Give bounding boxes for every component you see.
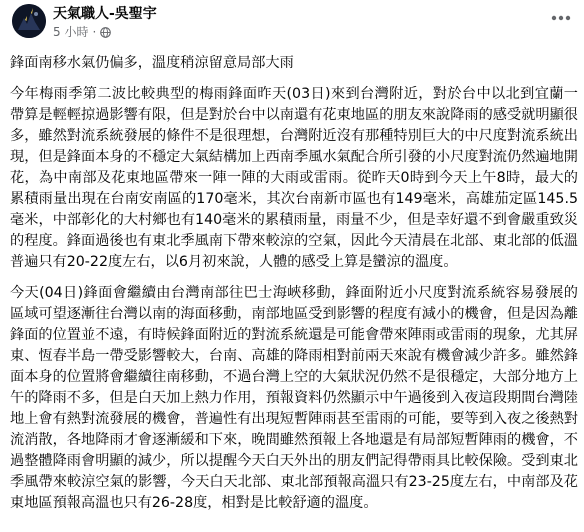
- more-horizontal-icon[interactable]: [548, 8, 574, 28]
- post-time[interactable]: 5 小時: [53, 25, 89, 39]
- post-paragraph-1: 今年梅雨季第二波比較典型的梅雨鋒面昨天(03日)來到台灣附近，對於台中以北到宜蘭一帶算是輕輕掠過影響有限，但是對於台中以南還有花東地區的朋友來說降雨的感受就明顯很多，雖然對流系統發展的條件不是很理想，台灣附近沒有那種特別巨大的中尺度對流系統出現，但是鋒面本身的不穩定大氣結構加上西南季風水氣配合所引發的小尺度對流仍然遍地開花，為中南部及花東地區帶來一陣一陣的大雨或雷雨。從昨天0時到今天上午8時，最大的累積雨量出現在台南安南區的170毫米，其次台南新市區也有149毫米，高雄茄定區145.5毫米，中部彰化的大村鄉也有140毫米的累積雨量，雨量不少，但是幸好還不到會嚴重致災的程度。鋒面過後也有東北季風南下帶來較涼的空氣，因此今天清晨在北部、東北部的低溫普遍只有20-22度左右，以6月初來說，人體的感受上算是蠻涼的溫度。: [10, 86, 578, 270]
- avatar-image: [12, 4, 46, 38]
- post-title: 鋒面南移水氣仍偏多，溫度稍涼留意局部大雨: [10, 55, 294, 71]
- post-paragraph-2: 今天(04日)鋒面會繼續由台灣南部往巴士海峽移動，鋒面附近小尺度對流系統容易發展的區域可望逐漸往台灣以南的海面移動，南部地區受到影響的程度有減小的機會，但是因為離鋒面的位置並不遠，有時候鋒面附近的對流系統還是可能會帶來陣雨或雷雨的現象，尤其屏東、恆春半島一帶受影響較大，台南、高雄的降雨相對前兩天來說有機會減少許多。雖然鋒面本身的位置將會繼續往南移動，不過台灣上空的大氣狀況仍然不是很穩定，大部分地方上午的降雨不多，但是白天加上熱力作用，預報資料仍然顯示中午過後到入夜這段期間台灣陸地上會有熱對流發展的機會，普遍性有出現短暫陣雨甚至雷雨的可能，要等到入夜之後熱對流消散，各地降雨才會逐漸緩和下來，晚間雖然預報上各地還是有局部短暫陣雨的機會，不過整體降雨會明顯的減少，所以提醒今天白天外出的朋友們記得帶雨具比較保險。受到東北季風帶來較涼空氣的影響，今天白天北部、東北部預報高溫只有23-25度左右，中南部及花東地區預報高溫也只有26-28度，相對是比較舒適的溫度。: [10, 285, 578, 511]
- author-avatar[interactable]: [12, 4, 46, 38]
- meta-separator: ·: [92, 25, 97, 39]
- post-header: [0, 0, 584, 44]
- post-meta: [53, 25, 111, 39]
- author-name[interactable]: 天氣職人-吳聖宇: [53, 6, 157, 22]
- globe-icon[interactable]: [100, 27, 111, 38]
- post-body: [10, 53, 578, 514]
